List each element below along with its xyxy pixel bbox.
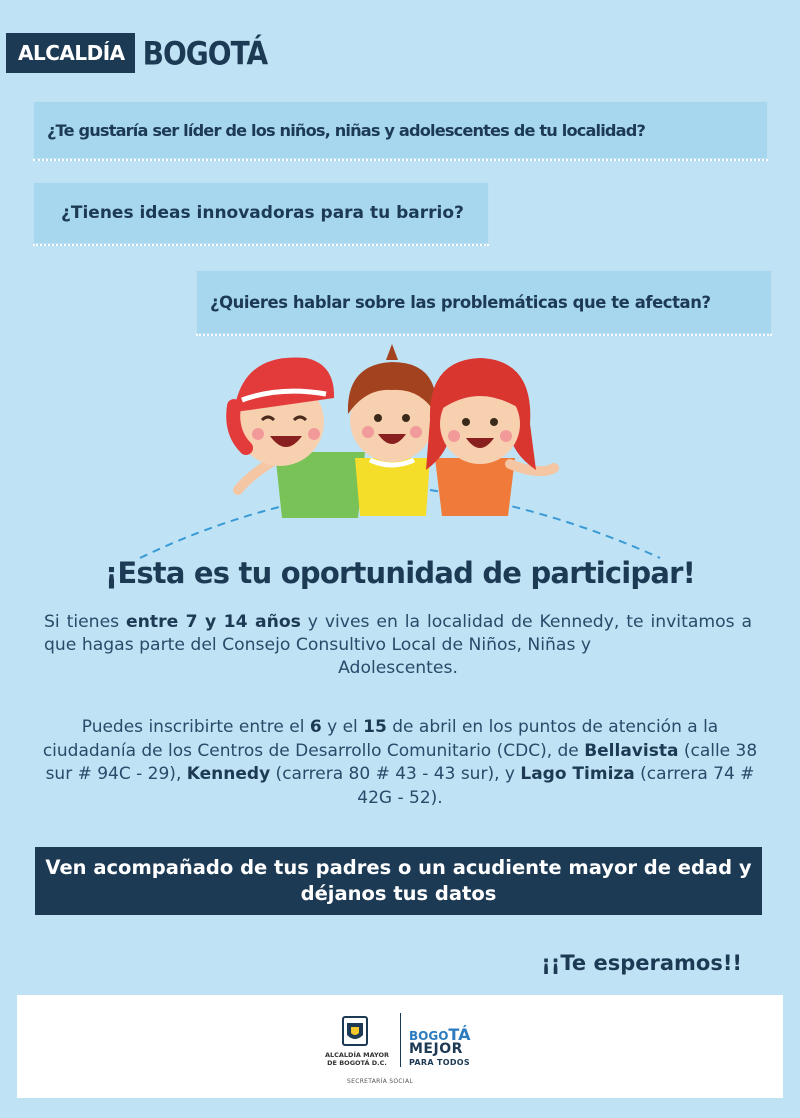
mejor-text: MEJOR bbox=[409, 1041, 463, 1057]
date-end: 15 bbox=[363, 717, 387, 737]
question-box-ideas bbox=[33, 182, 489, 246]
question-box-problems bbox=[196, 270, 772, 336]
address-bellavista: (calle 38 sur # 94C - 29), bbox=[45, 740, 758, 784]
para-todos-text: PARA TODOS bbox=[409, 1058, 470, 1067]
headline: ¡Esta es tu oportunidad de participar! bbox=[104, 556, 696, 590]
place-lago-timiza: Lago Timiza bbox=[520, 764, 635, 784]
question-text: ¿Quieres hablar sobre las problemáticas que te afectan? bbox=[210, 292, 711, 312]
children-illustration bbox=[130, 340, 670, 570]
para1-pre: Si tienes bbox=[44, 612, 126, 632]
bogota-big: TÁ bbox=[448, 1025, 471, 1044]
address-kennedy: (carrera 80 # 43 - 43 sur), y bbox=[270, 764, 521, 784]
brand-box: ALCALDÍA bbox=[6, 33, 135, 73]
kid-left-figure bbox=[233, 357, 365, 518]
kid-right-figure bbox=[426, 358, 554, 516]
footer-divider bbox=[400, 1013, 401, 1067]
para1-mid: y vives en la localidad de Kennedy, te invitamos a que hagas parte del Consejo Consultivo Local de Niños, Niñas y bbox=[44, 612, 752, 655]
crest-line-2: DE BOGOTÁ D.C. bbox=[327, 1059, 387, 1067]
place-bellavista: Bellavista bbox=[584, 740, 679, 761]
bogota-small: BOGO bbox=[409, 1029, 449, 1043]
secretaria-text: SECRETARÍA SOCIAL bbox=[347, 1078, 414, 1085]
question-text: ¿Tienes ideas innovadoras para tu barrio? bbox=[61, 203, 464, 223]
age-range: entre 7 y 14 años bbox=[126, 612, 301, 632]
brand-text: BOGOTÁ bbox=[142, 34, 268, 72]
para2-t2: y el bbox=[321, 717, 364, 737]
para2-t3: de abril en los puntos de atención a la ciudadanía de los Centros de Desarrollo Comunitario (CDC), de bbox=[42, 717, 719, 761]
closing-text: ¡¡Te esperamos!! bbox=[541, 951, 742, 975]
date-start: 6 bbox=[309, 717, 322, 737]
crest-caption bbox=[317, 1051, 397, 1067]
eligibility-paragraph bbox=[44, 611, 752, 680]
footer-logos bbox=[17, 995, 783, 1098]
callout-text: Ven acompañado de tus padres o un acudiente mayor de edad y déjanos tus datos bbox=[45, 856, 752, 905]
alcaldia-brand-logo bbox=[6, 32, 267, 74]
bogota-mejor-logo bbox=[409, 1025, 471, 1069]
question-box-leader bbox=[33, 101, 768, 161]
para2-t1: Puedes inscribirte entre el bbox=[81, 717, 310, 737]
place-kennedy: Kennedy bbox=[186, 764, 271, 784]
kid-middle-figure bbox=[348, 344, 436, 516]
crest-line-1: ALCALDÍA MAYOR bbox=[324, 1051, 390, 1059]
address-lago-timiza: (carrera 74 # 42G - 52). bbox=[357, 764, 755, 808]
callout-banner bbox=[35, 847, 762, 915]
registration-paragraph bbox=[40, 716, 760, 810]
question-text: ¿Te gustaría ser líder de los niños, niñas y adolescentes de tu localidad? bbox=[47, 120, 646, 140]
para1-last: Adolescentes. bbox=[338, 658, 458, 678]
bogota-crest-icon bbox=[337, 1015, 373, 1049]
